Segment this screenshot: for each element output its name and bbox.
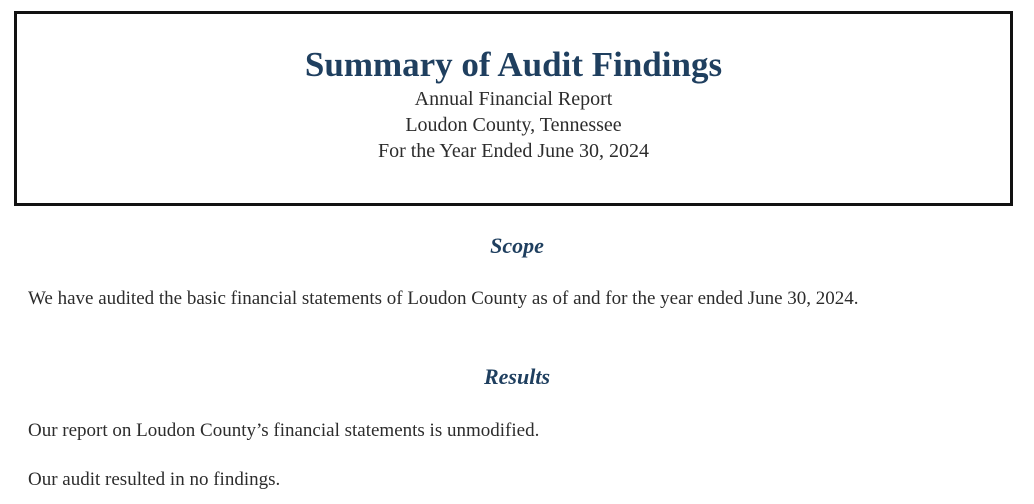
report-subtitle: Annual Financial Report [414, 88, 613, 110]
entity-name: Loudon County, Tennessee [405, 114, 622, 136]
results-heading: Results [483, 364, 551, 389]
results-paragraph: Our report on Loudon County’s financial statements is unmodified. [28, 420, 540, 441]
scope-paragraph: We have audited the basic financial statements of Loudon County as of and for the year ended June 30, 2024. [28, 288, 859, 309]
report-header-box [14, 11, 1013, 206]
scope-heading: Scope [490, 233, 544, 258]
results-paragraph: Our audit resulted in no findings. [28, 469, 281, 490]
report-title: Summary of Audit Findings [304, 45, 723, 84]
report-period: For the Year Ended June 30, 2024 [377, 140, 650, 162]
